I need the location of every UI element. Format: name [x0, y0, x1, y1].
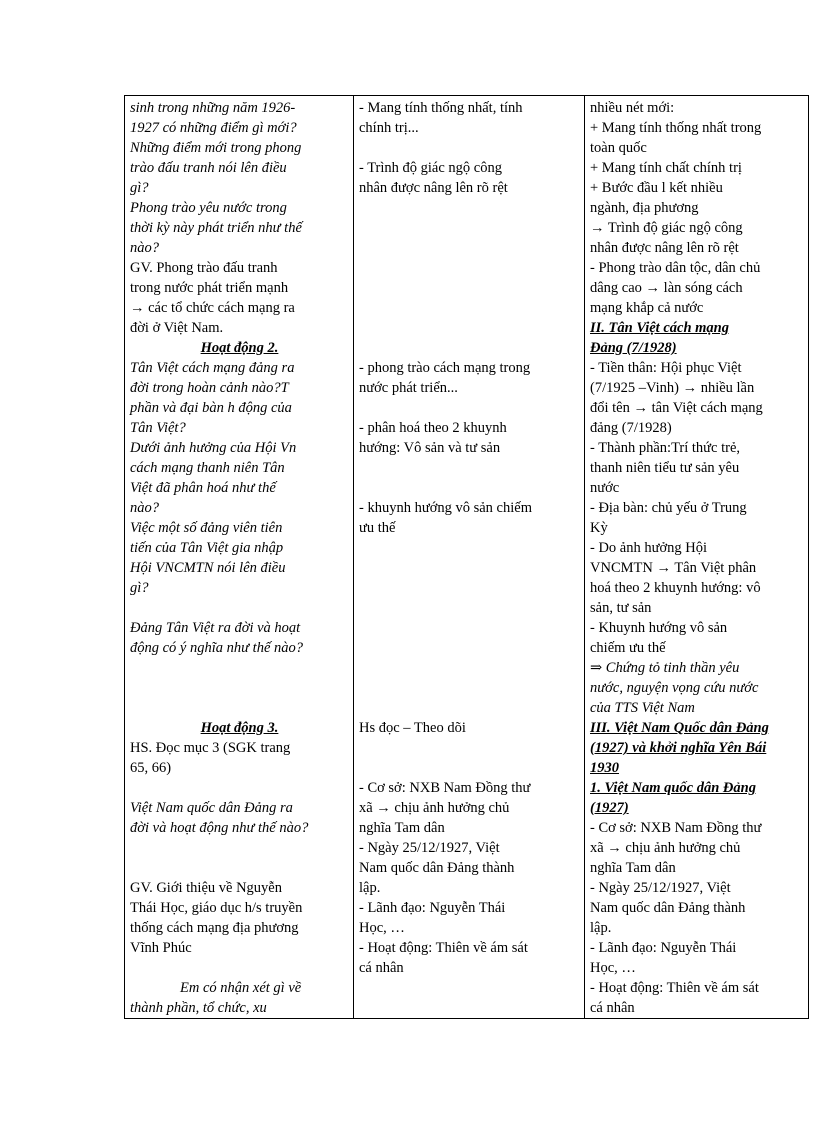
text-line: - Hoạt động: Thiên về ám sát [359, 940, 528, 956]
text-line [130, 598, 349, 618]
text-line: - Mang tính thống nhất, tính [359, 100, 523, 116]
text-line: Hs đọc – Theo dõi [359, 720, 466, 736]
text-line: - Cơ sở: NXB Nam Đồng thư [359, 780, 531, 796]
text-line: thống cách mạng địa phương [130, 920, 299, 936]
text-line: đời ở Việt Nam. [130, 320, 224, 336]
text-line: - Ngày 25/12/1927, Việt [359, 840, 500, 856]
text-line: trong nước phát triển mạnh [130, 280, 289, 296]
text-line: - Cơ sở: NXB Nam Đồng thư [590, 820, 762, 836]
text-line: - Địa bàn: chủ yếu ở Trung [590, 500, 747, 516]
text-line: ngành, địa phương [590, 200, 699, 216]
text-line [359, 278, 580, 298]
text-line: của TTS Việt Nam [590, 700, 695, 716]
text-line: cá nhân [359, 960, 404, 976]
text-line: Vĩnh Phúc [130, 940, 192, 956]
text-line: nước phát triển... [359, 380, 458, 396]
text-line: ⇒ Chứng tỏ tinh thần yêu [590, 660, 740, 676]
text-line [130, 698, 349, 718]
text-line: 1927 có những điểm gì mới? [130, 120, 297, 136]
lesson-content-column [585, 96, 809, 1019]
text-line: VNCMTN → Tân Việt phân [590, 560, 757, 576]
text-line: gì? [130, 180, 149, 196]
text-line: Đảng (7/1928) [590, 340, 677, 356]
text-line: nào? [130, 240, 159, 256]
text-line [359, 458, 580, 478]
text-line: tiến của Tân Việt gia nhập [130, 540, 284, 556]
text-line: → Trình độ giác ngộ công [590, 220, 743, 236]
text-line: nước [590, 480, 620, 496]
text-line: thành phần, tổ chức, xu [130, 1000, 267, 1016]
text-line [359, 658, 580, 678]
text-line: Học, … [590, 960, 636, 976]
text-line: (1927) [590, 800, 629, 816]
text-line [130, 958, 349, 978]
text-line: Hoạt động 2. [200, 340, 279, 356]
text-line: (7/1925 –Vinh) → nhiều lần [590, 380, 755, 396]
text-line [130, 658, 349, 678]
text-line: nhân được nâng lên rõ rệt [590, 240, 739, 256]
text-line [359, 698, 580, 718]
text-line: + Bước đầu l kết nhiều [590, 180, 723, 196]
lesson-plan-page [124, 95, 808, 1016]
text-line [359, 398, 580, 418]
text-line: xã → chịu ảnh hưởng chủ [359, 800, 510, 816]
text-line: - Khuynh hướng vô sản [590, 620, 728, 636]
text-line [359, 218, 580, 238]
text-line: nghĩa Tam dân [359, 820, 445, 836]
text-line: (1927) và khởi nghĩa Yên Bái [590, 740, 767, 756]
text-line: nhân được nâng lên rõ rệt [359, 180, 508, 196]
text-line: đổi tên → tân Việt cách mạng [590, 400, 763, 416]
lesson-table [124, 95, 809, 1019]
text-line: cách mạng thanh niên Tân [130, 460, 285, 476]
text-line: - Lãnh đạo: Nguyễn Thái [359, 900, 506, 916]
text-line: thanh niên tiểu tư sản yêu [590, 460, 740, 476]
text-line [359, 538, 580, 558]
text-line [130, 678, 349, 698]
text-line: + Mang tính thống nhất trong [590, 120, 762, 136]
text-line: trào đấu tranh nói lên điều [130, 160, 287, 176]
text-line: HS. Đọc mục 3 (SGK trang [130, 740, 291, 756]
text-line: gì? [130, 580, 149, 596]
text-line [359, 558, 580, 578]
text-line: Việt đã phân hoá như thế [130, 480, 276, 496]
text-line: - Lãnh đạo: Nguyễn Thái [590, 940, 737, 956]
text-line: mạng khắp cả nước [590, 300, 704, 316]
text-line: ưu thế [359, 520, 396, 536]
text-line: chính trị... [359, 120, 419, 136]
teacher-student-activity-column [125, 96, 354, 1019]
text-line [359, 738, 580, 758]
text-line [359, 678, 580, 698]
text-line: - Do ảnh hưởng Hội [590, 540, 708, 556]
text-line: hướng: Vô sản và tư sản [359, 440, 501, 456]
text-line: Dưới ảnh hưởng của Hội Vn [130, 440, 297, 456]
text-line: Tân Việt? [130, 420, 186, 436]
text-line: Việt Nam quốc dân Đảng ra [130, 800, 293, 816]
text-line [359, 578, 580, 598]
text-line: Hội VNCMTN nói lên điều [130, 560, 286, 576]
table-row [125, 96, 809, 1019]
text-line: Đảng Tân Việt ra đời và hoạt [130, 620, 301, 636]
text-line: đời trong hoàn cảnh nào?T [130, 380, 289, 396]
text-line: + Mang tính chất chính trị [590, 160, 742, 176]
text-line: sản, tư sản [590, 600, 652, 616]
text-line: đảng (7/1928) [590, 420, 672, 436]
text-line [359, 618, 580, 638]
text-line: → các tổ chức cách mạng ra [130, 300, 295, 316]
text-line: - Trình độ giác ngộ công [359, 160, 502, 176]
text-line: lập. [359, 880, 381, 896]
text-line: thời kỳ này phát triển như thế [130, 220, 302, 236]
text-line: nhiều nét mới: [590, 100, 675, 116]
text-line: - phong trào cách mạng trong [359, 360, 531, 376]
text-line: Thái Học, giáo dục h/s truyền [130, 900, 303, 916]
text-line: Việc một số đảng viên tiên [130, 520, 283, 536]
text-line [359, 258, 580, 278]
text-line: Hoạt động 3. [200, 720, 279, 736]
text-line: sinh trong những năm 1926- [130, 100, 296, 116]
text-line [359, 318, 580, 338]
text-line: động có ý nghĩa như thế nào? [130, 640, 304, 656]
text-line: chiếm ưu thế [590, 640, 666, 656]
text-line: hoá theo 2 khuynh hướng: vô [590, 580, 761, 596]
text-line: lập. [590, 920, 612, 936]
text-line: toàn quốc [590, 140, 647, 156]
text-line: Những điểm mới trong phong [130, 140, 302, 156]
text-line: Kỳ [590, 520, 608, 536]
text-line [359, 298, 580, 318]
text-line [359, 238, 580, 258]
text-line: - Ngày 25/12/1927, Việt [590, 880, 731, 896]
text-line: Nam quốc dân Đảng thành [359, 860, 515, 876]
text-line: - Phong trào dân tộc, dân chủ [590, 260, 761, 276]
text-line: Tân Việt cách mạng đảng ra [130, 360, 295, 376]
text-line: 1930 [590, 760, 619, 776]
text-line: GV. Giới thiệu về Nguyễn [130, 880, 282, 896]
text-line: cá nhân [590, 1000, 635, 1016]
text-line: phần và đại bàn h động của [130, 400, 292, 416]
text-line: nào? [130, 500, 159, 516]
text-line: - phân hoá theo 2 khuynh [359, 420, 507, 436]
text-line: II. Tân Việt cách mạng [590, 320, 729, 336]
text-line: - Tiền thân: Hội phục Việt [590, 360, 742, 376]
text-line: Em có nhận xét gì về [180, 980, 302, 996]
text-line: 1. Việt Nam quốc dân Đảng [590, 780, 756, 796]
text-line: Phong trào yêu nước trong [130, 200, 287, 216]
text-line: 65, 66) [130, 760, 172, 776]
expected-answer-column [354, 96, 585, 1019]
text-line [130, 838, 349, 858]
text-line [359, 338, 580, 358]
text-line: Học, … [359, 920, 405, 936]
text-line: nghĩa Tam dân [590, 860, 676, 876]
text-line [359, 638, 580, 658]
text-line [359, 138, 580, 158]
text-line: GV. Phong trào đấu tranh [130, 260, 278, 276]
text-line [130, 778, 349, 798]
text-line: - khuynh hướng vô sản chiếm [359, 500, 532, 516]
text-line [359, 598, 580, 618]
text-line [359, 478, 580, 498]
text-line: - Thành phần:Trí thức trẻ, [590, 440, 741, 456]
text-line: dâng cao → làn sóng cách [590, 280, 743, 296]
text-line [130, 858, 349, 878]
text-line: nước, nguyện vọng cứu nước [590, 680, 759, 696]
text-line: III. Việt Nam Quốc dân Đảng [590, 720, 769, 736]
text-line: - Hoạt động: Thiên về ám sát [590, 980, 759, 996]
text-line [359, 758, 580, 778]
text-line: Nam quốc dân Đảng thành [590, 900, 746, 916]
text-line [359, 198, 580, 218]
text-line: đời và hoạt động như thế nào? [130, 820, 309, 836]
text-line: xã → chịu ảnh hưởng chủ [590, 840, 741, 856]
